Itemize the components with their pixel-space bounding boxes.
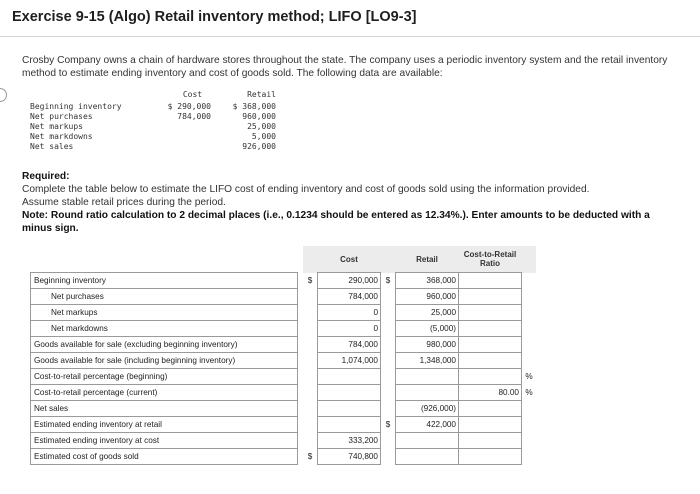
cost-dollar-sign xyxy=(303,289,318,305)
retail-dollar-sign xyxy=(381,289,396,305)
given-row-retail: 25,000 xyxy=(247,122,276,131)
retail-input[interactable] xyxy=(396,449,459,465)
retail-input[interactable]: (926,000) xyxy=(396,401,459,417)
percent-sign xyxy=(522,433,537,449)
ratio-input[interactable] xyxy=(459,321,522,337)
percent-sign xyxy=(522,449,537,465)
retail-input[interactable]: (5,000) xyxy=(396,321,459,337)
table-row xyxy=(31,417,537,433)
ratio-input[interactable] xyxy=(459,353,522,369)
ratio-input[interactable]: 80.00 xyxy=(459,385,522,401)
ratio-input[interactable] xyxy=(459,289,522,305)
table-row xyxy=(31,369,537,385)
row-label: Beginning inventory xyxy=(31,273,298,289)
retail-dollar-sign xyxy=(381,337,396,353)
retail-dollar-sign xyxy=(381,305,396,321)
row-label: Estimated ending inventory at retail xyxy=(31,417,298,433)
cost-dollar-sign xyxy=(303,385,318,401)
percent-sign: % xyxy=(525,388,533,397)
cost-input[interactable]: 784,000 xyxy=(318,337,381,353)
given-row-label: Net sales xyxy=(30,142,74,151)
problem-intro: Crosby Company owns a chain of hardware stores throughout the state. The company uses a periodic inventory system and the retail inventory method to estimate ending inventory and cost of goods sold. The following data are available: xyxy=(22,55,668,79)
retail-input[interactable] xyxy=(396,385,459,401)
cost-input[interactable]: 784,000 xyxy=(318,289,381,305)
cost-input[interactable] xyxy=(318,417,381,433)
row-label: Goods available for sale (excluding beginning inventory) xyxy=(31,337,298,353)
cost-input[interactable] xyxy=(318,369,381,385)
retail-input[interactable] xyxy=(396,433,459,449)
retail-dollar-sign: $ xyxy=(385,420,391,429)
retail-input[interactable]: 25,000 xyxy=(396,305,459,321)
given-row-retail: 960,000 xyxy=(242,112,276,121)
cost-input[interactable]: 290,000 xyxy=(318,273,381,289)
row-label: Cost-to-retail percentage (current) xyxy=(31,385,298,401)
table-row xyxy=(31,273,537,289)
row-label: Net markups xyxy=(31,305,298,321)
given-row-retail: $ 368,000 xyxy=(232,102,276,111)
column-header-retail: Retail xyxy=(396,246,459,273)
given-row-label: Net markups xyxy=(30,122,83,131)
required-line-1: Complete the table below to estimate the LIFO cost of ending inventory and cost of goods sold using the information provided. xyxy=(22,184,590,195)
table-row xyxy=(31,433,537,449)
retail-dollar-sign xyxy=(381,449,396,465)
cost-dollar-sign: $ xyxy=(307,452,313,461)
row-label: Goods available for sale (including beginning inventory) xyxy=(31,353,298,369)
ratio-input[interactable] xyxy=(459,401,522,417)
given-data-block xyxy=(30,92,280,162)
column-header-ratio: Cost-to-Retail Ratio xyxy=(459,246,522,273)
cost-dollar-sign xyxy=(303,353,318,369)
retail-input[interactable]: 1,348,000 xyxy=(396,353,459,369)
row-label: Net sales xyxy=(31,401,298,417)
ratio-input[interactable] xyxy=(459,433,522,449)
retail-dollar-sign xyxy=(381,385,396,401)
retail-dollar-sign: $ xyxy=(385,276,391,285)
cost-dollar-sign xyxy=(303,401,318,417)
cost-dollar-sign xyxy=(303,369,318,385)
row-label: Net markdowns xyxy=(31,321,298,337)
percent-sign xyxy=(522,337,537,353)
given-row-label: Beginning inventory xyxy=(30,102,122,111)
cost-dollar-sign xyxy=(303,433,318,449)
retail-dollar-sign xyxy=(381,369,396,385)
cost-input[interactable] xyxy=(318,401,381,417)
given-header-cost: Cost xyxy=(182,90,203,99)
table-row xyxy=(31,449,537,465)
retail-dollar-sign xyxy=(381,353,396,369)
cost-dollar-sign xyxy=(303,417,318,433)
required-line-2: Assume stable retail prices during the period. xyxy=(22,197,226,208)
cost-input[interactable]: 1,074,000 xyxy=(318,353,381,369)
retail-input[interactable]: 980,000 xyxy=(396,337,459,353)
cost-dollar-sign: $ xyxy=(307,276,313,285)
cost-dollar-sign xyxy=(303,321,318,337)
cost-input[interactable] xyxy=(318,385,381,401)
cost-dollar-sign xyxy=(303,337,318,353)
scroll-tab-handle[interactable] xyxy=(0,88,7,102)
table-header-row xyxy=(31,246,537,273)
required-heading: Required: xyxy=(22,171,70,182)
percent-sign xyxy=(522,289,537,305)
table-row xyxy=(31,305,537,321)
retail-input[interactable]: 422,000 xyxy=(396,417,459,433)
ratio-input[interactable] xyxy=(459,305,522,321)
required-instructions xyxy=(22,170,682,235)
percent-sign xyxy=(522,417,537,433)
percent-sign: % xyxy=(525,372,533,381)
row-label: Estimated cost of goods sold xyxy=(31,449,298,465)
column-header-cost: Cost xyxy=(318,246,381,273)
table-row xyxy=(31,353,537,369)
row-label: Estimated ending inventory at cost xyxy=(31,433,298,449)
retail-input[interactable] xyxy=(396,369,459,385)
page-title: Exercise 9-15 (Algo) Retail inventory method; LIFO [LO9-3] xyxy=(12,9,417,25)
retail-input[interactable]: 960,000 xyxy=(396,289,459,305)
given-row-cost: $ 290,000 xyxy=(167,102,211,111)
retail-dollar-sign xyxy=(381,401,396,417)
retail-method-table xyxy=(30,246,537,465)
title-divider xyxy=(0,36,700,37)
cost-input[interactable]: 333,200 xyxy=(318,433,381,449)
table-row xyxy=(31,385,537,401)
cost-input[interactable]: 0 xyxy=(318,305,381,321)
cost-input[interactable]: 0 xyxy=(318,321,381,337)
ratio-input[interactable] xyxy=(459,273,522,289)
ratio-input[interactable] xyxy=(459,369,522,385)
given-row-label: Net purchases xyxy=(30,112,93,121)
table-row xyxy=(31,321,537,337)
cost-dollar-sign xyxy=(303,305,318,321)
required-note: Note: Round ratio calculation to 2 decimal places (i.e., 0.1234 should be entered as 12.34%.). Enter amounts to be deducted with a minus sign. xyxy=(22,210,650,234)
row-label: Cost-to-retail percentage (beginning) xyxy=(31,369,298,385)
percent-sign xyxy=(522,401,537,417)
retail-dollar-sign xyxy=(381,321,396,337)
given-header-retail: Retail xyxy=(247,90,276,99)
retail-dollar-sign xyxy=(381,433,396,449)
percent-sign xyxy=(522,305,537,321)
table-row xyxy=(31,401,537,417)
cost-input[interactable]: 740,800 xyxy=(318,449,381,465)
ratio-input[interactable] xyxy=(459,417,522,433)
given-row-retail: 926,000 xyxy=(242,142,276,151)
row-label: Net purchases xyxy=(31,289,298,305)
table-row xyxy=(31,337,537,353)
retail-input[interactable]: 368,000 xyxy=(396,273,459,289)
table-row xyxy=(31,289,537,305)
given-row-label: Net markdowns xyxy=(30,132,93,141)
given-row-retail: 5,000 xyxy=(251,132,276,141)
given-row-cost: 784,000 xyxy=(177,112,211,121)
ratio-input[interactable] xyxy=(459,449,522,465)
ratio-input[interactable] xyxy=(459,337,522,353)
percent-sign xyxy=(522,273,537,289)
percent-sign xyxy=(522,353,537,369)
percent-sign xyxy=(522,321,537,337)
